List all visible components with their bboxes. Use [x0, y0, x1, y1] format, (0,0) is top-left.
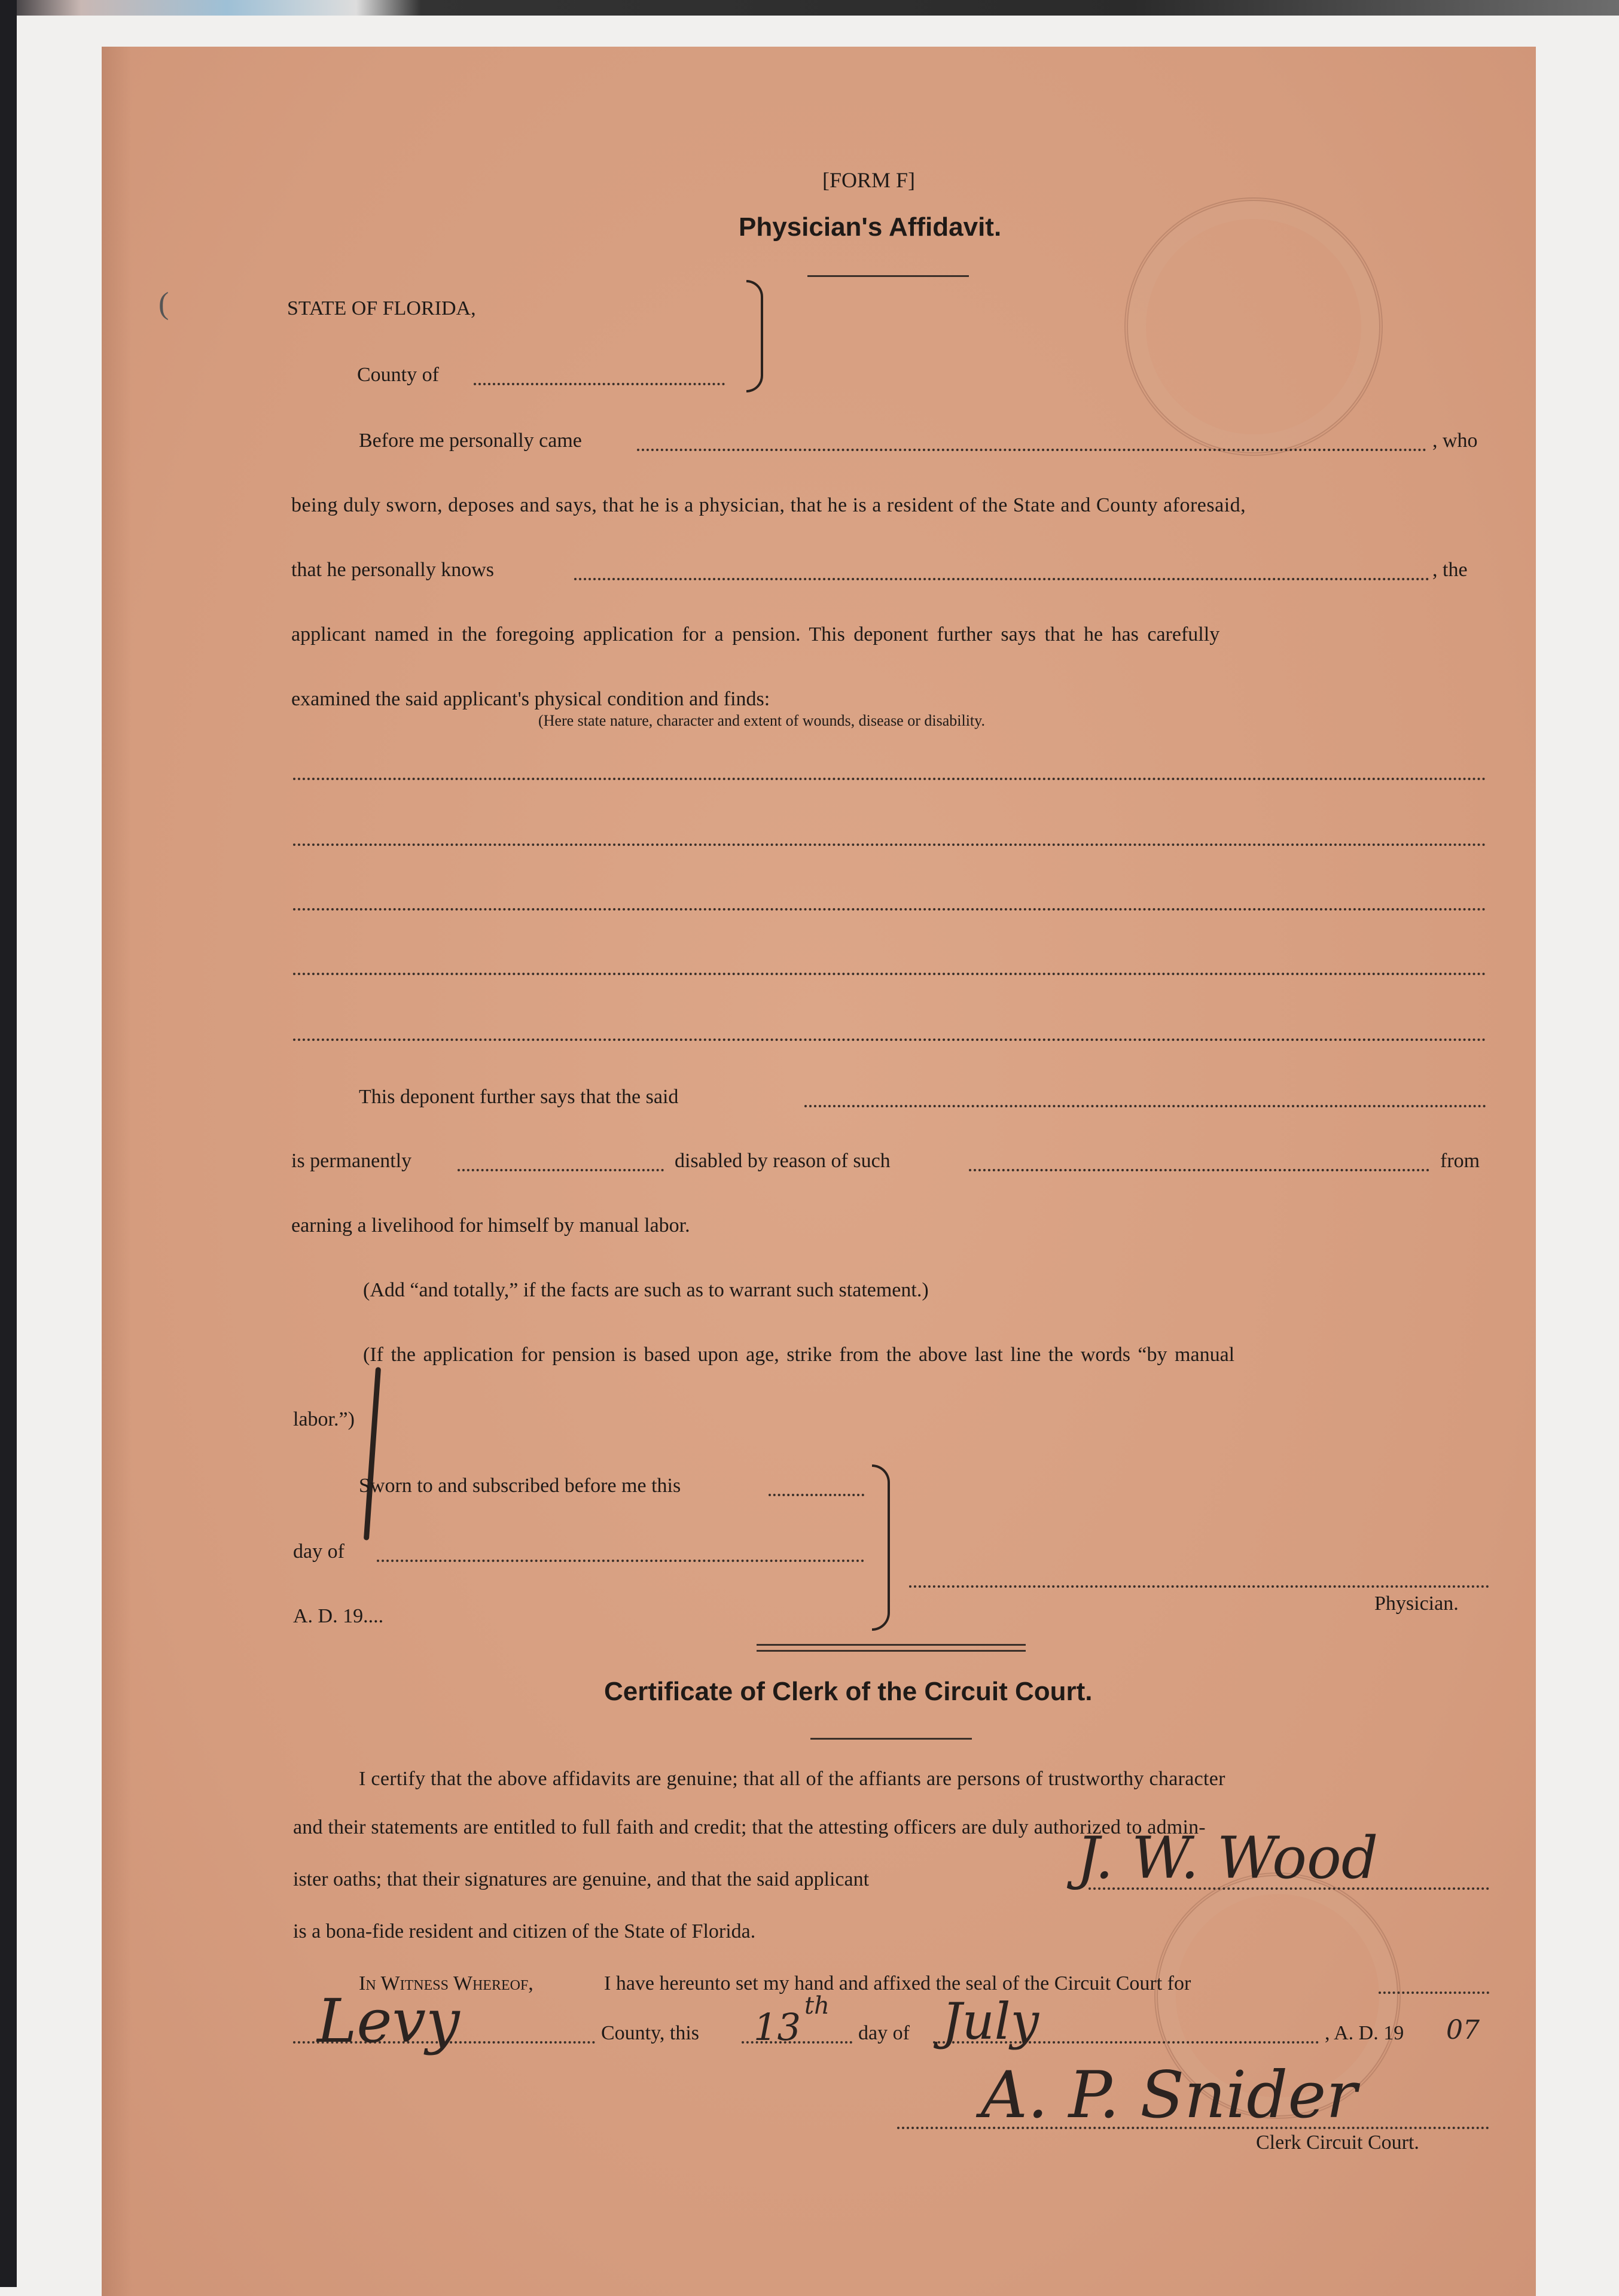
sworn-brace: [872, 1464, 890, 1631]
ad-label: , A. D. 19: [1325, 2022, 1404, 2044]
handwritten-month: July: [942, 1992, 1039, 2051]
section-rule-1: [757, 1644, 1026, 1646]
permanently-label: is permanently: [291, 1150, 412, 1172]
findings-line-2: [293, 844, 1486, 846]
certificate-line-2: and their statements are entitled to full faith and credit; that the attesting officers are duly authorized to admin-: [293, 1816, 1206, 1838]
note-totally: (Add “and totally,” if the facts are such as to warrant such statement.): [363, 1279, 929, 1301]
margin-mark: (: [158, 287, 169, 321]
para3-end: , the: [1432, 559, 1468, 581]
para5: examined the said applicant's physical condition and finds:: [291, 688, 770, 710]
instruction-note: (Here state nature, character and extent of wounds, disease or disability.: [538, 712, 985, 729]
sworn-day-blank: [769, 1494, 864, 1496]
said-blank: [804, 1105, 1486, 1107]
para4: applicant named in the foregoing application for a pension. This deponent further says that he has carefully: [291, 623, 1220, 645]
court-blank: [1379, 1992, 1489, 1994]
permanently-blank: [458, 1169, 664, 1171]
deponent-said: This deponent further says that the said: [359, 1086, 679, 1108]
witness-lead: In Witness Whereof,: [359, 1972, 533, 1994]
certificate-line-1: I certify that the above affidavits are genuine; that all of the affiants are persons of trustworthy character: [359, 1768, 1225, 1790]
county-this-label: County, this: [601, 2022, 700, 2044]
witness-rest: I have hereunto set my hand and affixed the seal of the Circuit Court for: [604, 1972, 1191, 1994]
physician-label: Physician.: [1374, 1592, 1459, 1615]
form-label: [FORM F]: [822, 168, 916, 192]
state-label: STATE OF FLORIDA,: [287, 297, 476, 319]
paper-edge-shadow: [102, 47, 132, 2296]
para2: being duly sworn, deposes and says, that he is a physician, that he is a resident of the State and County aforesaid,: [291, 494, 1246, 516]
clerk-label: Clerk Circuit Court.: [1256, 2131, 1419, 2154]
sworn-month-blank: [377, 1560, 864, 1562]
note-age-line1: (If the application for pension is based upon age, strike from the above last line the words “by manual: [363, 1344, 1235, 1366]
livelihood-line: earning a livelihood for himself by manual labor.: [291, 1214, 690, 1237]
disability-blank: [969, 1169, 1429, 1171]
findings-line-4: [293, 973, 1486, 975]
from-label: from: [1440, 1150, 1480, 1172]
county-label: County of: [357, 364, 439, 386]
note-age-line2: labor.”): [293, 1408, 355, 1430]
handwritten-county: Levy: [317, 1986, 460, 2056]
deponent-name-blank: [637, 449, 1426, 451]
page-title: Physician's Affidavit.: [739, 212, 1002, 242]
embossed-seal-top: [1124, 197, 1383, 456]
sworn-year: A. D. 19....: [293, 1605, 384, 1627]
handwritten-day-suffix: th: [804, 1992, 830, 2020]
sworn-line: Sworn to and subscribed before me this: [359, 1475, 681, 1497]
applicant-name-blank: [574, 578, 1429, 580]
section-rule-2: [757, 1650, 1026, 1652]
para1-start: Before me personally came: [359, 430, 582, 452]
para3-start: that he personally knows: [291, 559, 494, 581]
scanner-left-edge: [0, 0, 17, 2287]
day-of-word: day of: [858, 2022, 910, 2044]
handwritten-clerk-signature: A. P. Snider: [981, 2058, 1357, 2133]
county-blank: [474, 383, 725, 385]
certificate-title: Certificate of Clerk of the Circuit Court.: [604, 1677, 1093, 1706]
findings-line-3: [293, 908, 1486, 911]
handwritten-year: 07: [1446, 2015, 1480, 2045]
day-of-label: day of: [293, 1540, 344, 1563]
disabled-label: disabled by reason of such: [675, 1150, 891, 1172]
venue-brace: [746, 280, 763, 392]
handwritten-applicant-name: J. W. Wood: [1077, 1825, 1379, 1892]
scanner-top-edge: [0, 0, 1619, 16]
findings-line-5: [293, 1039, 1486, 1041]
handwritten-day: 13: [754, 2005, 801, 2049]
certificate-rule: [810, 1738, 972, 1740]
certificate-line-4: is a bona-fide resident and citizen of the State of Florida.: [293, 1920, 756, 1942]
findings-line-1: [293, 778, 1486, 780]
certificate-line-3: ister oaths; that their signatures are genuine, and that the said applicant: [293, 1868, 870, 1890]
physician-signature-blank: [909, 1585, 1489, 1588]
title-rule: [807, 275, 969, 277]
para1-who: , who: [1432, 430, 1478, 452]
